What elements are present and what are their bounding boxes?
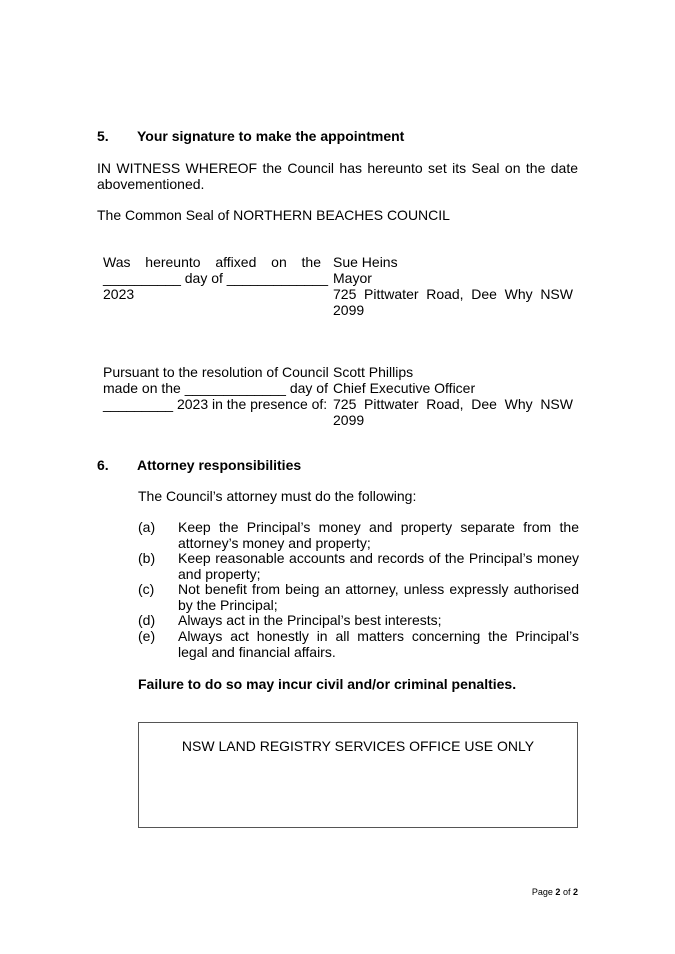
office-use-label: NSW LAND REGISTRY SERVICES OFFICE USE ONLY [181, 738, 535, 754]
list-item-label: (d) [138, 612, 156, 628]
common-seal-line: The Common Seal of NORTHERN BEACHES COUNCIL [97, 207, 450, 223]
mayor-address: 725 Pittwater Road, Dee Why NSW 2099 [333, 286, 573, 318]
list-item-text: Not benefit from being an attorney, unless expressly authorised by the Principal; [178, 581, 579, 613]
page-total: 2 [572, 887, 578, 897]
list-item-text: Always act in the Principal’s best interests; [178, 612, 442, 628]
resolution-left-column [103, 364, 329, 412]
list-item-label: (e) [138, 628, 156, 644]
ceo-name: Scott Phillips [333, 364, 414, 380]
list-item [138, 612, 579, 628]
list-item-label: (a) [138, 519, 156, 535]
list-item [138, 519, 579, 551]
resolution-left-line-2: made on the _____________ day of [103, 380, 328, 396]
list-item-text: Keep reasonable accounts and records of the Principal’s money and property; [178, 550, 579, 582]
page-number [532, 887, 578, 897]
section-5-title: Your signature to make the appointment [137, 128, 405, 144]
section-5-number: 5. [97, 128, 109, 144]
page-of-word: of [562, 887, 571, 897]
seal-left-line-1: Was hereunto affixed on the [103, 254, 321, 270]
seal-left-column [103, 254, 328, 302]
list-item [138, 550, 579, 582]
resolution-left-line-3: _________ 2023 in the presence of: [103, 396, 328, 412]
list-item [138, 581, 579, 613]
ceo-address: 725 Pittwater Road, Dee Why NSW 2099 [333, 396, 573, 428]
seal-right-column [333, 254, 573, 318]
page-current: 2 [555, 887, 561, 897]
list-item-label: (c) [138, 581, 155, 597]
page-word: Page [531, 887, 553, 897]
list-item-text: Keep the Principal’s money and property separate from the attorney’s money and property; [178, 519, 579, 551]
list-item-label: (b) [138, 550, 156, 566]
resolution-right-column [333, 364, 573, 428]
mayor-name: Sue Heins [333, 254, 398, 270]
section-6-heading [97, 457, 301, 473]
seal-left-line-3: 2023 [103, 286, 135, 302]
section-6-number: 6. [97, 457, 109, 473]
mayor-title: Mayor [333, 270, 372, 286]
list-item-text: Always act honestly in all matters concerning the Principal’s legal and financial affairs. [178, 628, 579, 660]
list-item [138, 628, 579, 660]
ceo-title: Chief Executive Officer [333, 380, 476, 396]
office-use-box [138, 722, 578, 828]
resolution-left-line-1: Pursuant to the resolution of Council [103, 364, 329, 380]
responsibilities-intro: The Council’s attorney must do the following: [138, 488, 417, 504]
section-5-heading [97, 128, 404, 144]
seal-left-line-2: __________ day of _____________ [103, 270, 328, 286]
witness-paragraph: IN WITNESS WHEREOF the Council has hereunto set its Seal on the date abovementioned. [97, 160, 578, 192]
penalties-warning: Failure to do so may incur civil and/or criminal penalties. [138, 676, 517, 692]
section-6-title: Attorney responsibilities [137, 457, 302, 473]
